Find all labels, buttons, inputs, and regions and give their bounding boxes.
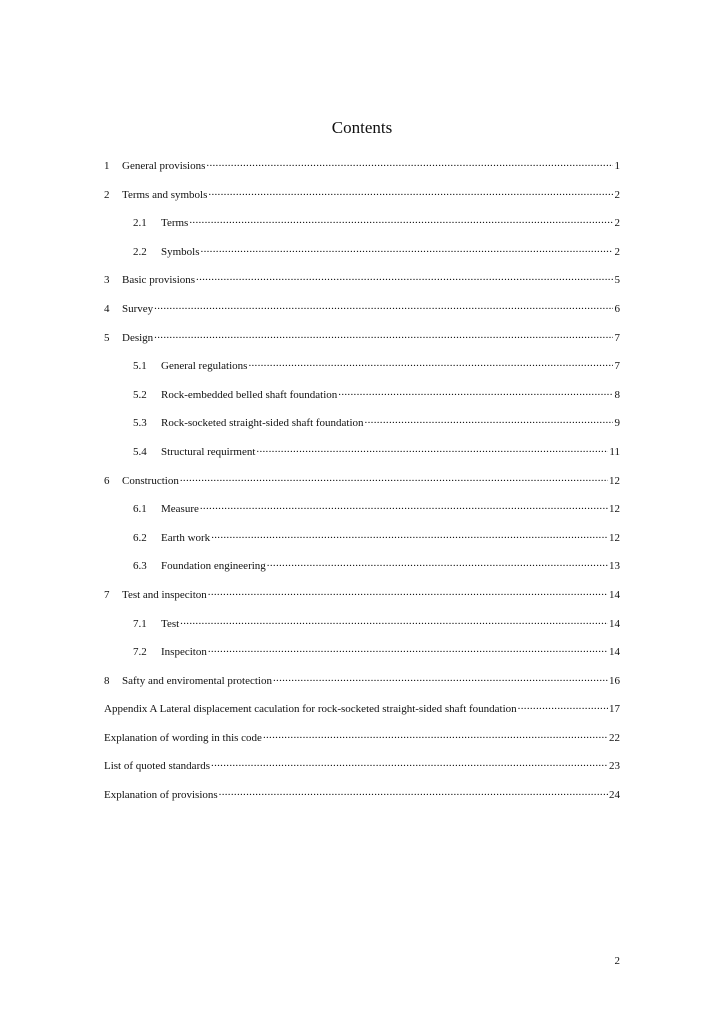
toc-entry[interactable] — [104, 269, 620, 298]
toc-entry-label: Explanation of wording in this code — [104, 731, 262, 744]
toc-entry-label: Structural requirment — [161, 445, 256, 458]
toc-entry[interactable] — [104, 670, 620, 699]
toc-entry-page: 11 — [609, 445, 620, 458]
page-number: 2 — [614, 955, 620, 967]
toc-entry-number: 7 — [104, 588, 110, 601]
toc-entry-page: 17 — [609, 703, 620, 716]
toc-dot-leader — [248, 355, 613, 369]
toc-entry-label: Survey — [122, 302, 154, 315]
toc-entry-number: 7.2 — [133, 646, 147, 659]
toc-dot-leader — [208, 584, 608, 598]
toc-dot-leader — [154, 298, 613, 312]
toc-entry[interactable] — [104, 470, 620, 499]
toc-entry[interactable] — [104, 784, 620, 813]
toc-entry-number: 7.1 — [133, 617, 147, 630]
page-title: Contents — [331, 118, 393, 137]
toc-dot-leader — [206, 155, 613, 169]
toc-entry-label: Terms — [161, 217, 189, 230]
toc-dot-leader — [196, 269, 613, 283]
toc-entry-number: 2 — [104, 188, 110, 201]
toc-entry-label: Measure — [161, 503, 199, 516]
toc-entry-label: Rock-socketed straight-sided shaft foundation — [161, 417, 364, 430]
toc-entry-number: 5.4 — [133, 445, 147, 458]
toc-dot-leader — [267, 555, 608, 569]
toc-entry[interactable] — [104, 355, 620, 384]
toc-entry-page: 16 — [609, 674, 620, 687]
toc-entry[interactable] — [104, 412, 620, 441]
toc-entry[interactable] — [104, 441, 620, 470]
toc-entry-label: Design — [122, 331, 154, 344]
toc-entry-number: 6.2 — [133, 531, 147, 544]
toc-dot-leader — [208, 184, 613, 198]
toc-entry[interactable] — [104, 727, 620, 756]
toc-entry-number: 6.3 — [133, 560, 147, 573]
toc-dot-leader — [189, 212, 613, 226]
toc-entry[interactable] — [104, 584, 620, 613]
table-of-contents — [104, 155, 620, 813]
toc-entry-page: 14 — [609, 588, 620, 601]
toc-entry-label: Construction — [122, 474, 179, 487]
toc-entry-number: 6 — [104, 474, 110, 487]
toc-entry-page: 2 — [614, 217, 620, 230]
toc-dot-leader — [256, 441, 608, 455]
toc-entry-number: 5.1 — [133, 360, 147, 373]
toc-entry[interactable] — [104, 298, 620, 327]
toc-dot-leader — [338, 384, 613, 398]
toc-entry-page: 7 — [614, 331, 620, 344]
toc-entry[interactable] — [104, 184, 620, 213]
toc-entry-number: 5.3 — [133, 417, 147, 430]
toc-entry-label: Symbols — [161, 245, 200, 258]
toc-entry-page: 12 — [609, 503, 620, 516]
toc-entry-page: 13 — [609, 560, 620, 573]
toc-entry-number: 5.2 — [133, 388, 147, 401]
toc-entry-page: 1 — [614, 160, 620, 172]
toc-dot-leader — [200, 498, 608, 512]
toc-entry-label: Test — [161, 617, 180, 630]
toc-entry-page: 7 — [614, 360, 620, 373]
toc-dot-leader — [219, 784, 608, 798]
toc-entry[interactable] — [104, 698, 620, 727]
toc-entry-number: 4 — [104, 302, 110, 315]
toc-entry-label: Explanation of provisions — [104, 789, 218, 802]
toc-entry-label: Earth work — [161, 531, 211, 544]
toc-entry-label: General regulations — [161, 360, 248, 373]
toc-entry-number: 3 — [104, 274, 110, 287]
toc-entry-page: 14 — [609, 617, 620, 630]
toc-entry-page: 2 — [614, 188, 620, 201]
toc-dot-leader — [518, 698, 608, 712]
toc-entry-number: 2.2 — [133, 245, 147, 258]
toc-dot-leader — [263, 727, 608, 741]
toc-entry-page: 6 — [614, 302, 620, 315]
toc-entry-label: Basic provisions — [122, 274, 196, 287]
toc-entry-number: 8 — [104, 674, 110, 687]
toc-entry-page: 8 — [614, 388, 620, 401]
toc-entry[interactable] — [104, 498, 620, 527]
toc-entry-page: 24 — [609, 789, 620, 802]
toc-dot-leader — [211, 755, 608, 769]
toc-dot-leader — [211, 527, 608, 541]
toc-dot-leader — [365, 412, 613, 426]
toc-entry-page: 14 — [609, 646, 620, 659]
toc-entry-label: Inspeciton — [161, 646, 207, 659]
toc-entry[interactable] — [104, 155, 620, 184]
toc-entry-page: 12 — [609, 531, 620, 544]
toc-entry-label: Rock-embedded belled shaft foundation — [161, 388, 338, 401]
toc-entry-label: General provisions — [122, 160, 206, 172]
toc-dot-leader — [154, 327, 613, 341]
toc-entry-label: List of quoted standards — [104, 760, 211, 773]
toc-entry-label: Safty and enviromental protection — [122, 674, 272, 687]
toc-entry-label: Terms and symbols — [122, 188, 208, 201]
toc-entry-label: Foundation engineering — [161, 560, 266, 573]
toc-entry-page: 22 — [609, 731, 620, 744]
toc-entry-page: 23 — [609, 760, 620, 773]
toc-entry[interactable] — [104, 555, 620, 584]
toc-entry-label: Appendix A Lateral displacement caculation for rock-socketed straight-sided shaft foundation — [104, 703, 517, 716]
toc-entry[interactable] — [104, 755, 620, 784]
toc-entry-number: 6.1 — [133, 503, 147, 516]
toc-dot-leader — [180, 613, 608, 627]
toc-entry-page: 2 — [614, 245, 620, 258]
toc-entry-page: 5 — [614, 274, 620, 287]
toc-entry-label: Test and inspeciton — [122, 588, 207, 601]
toc-entry[interactable] — [104, 212, 620, 241]
toc-dot-leader — [273, 670, 608, 684]
toc-entry-number: 2.1 — [133, 217, 147, 230]
toc-entry[interactable] — [104, 241, 620, 270]
toc-entry-number: 1 — [104, 160, 110, 172]
toc-entry[interactable] — [104, 613, 620, 642]
toc-entry[interactable] — [104, 384, 620, 413]
toc-dot-leader — [180, 470, 608, 484]
toc-entry[interactable] — [104, 527, 620, 556]
toc-dot-leader — [208, 641, 608, 655]
toc-entry-page: 9 — [614, 417, 620, 430]
toc-entry[interactable] — [104, 641, 620, 670]
toc-entry-number: 5 — [104, 331, 110, 344]
toc-entry-page: 12 — [609, 474, 620, 487]
toc-entry[interactable] — [104, 327, 620, 356]
toc-dot-leader — [201, 241, 613, 255]
